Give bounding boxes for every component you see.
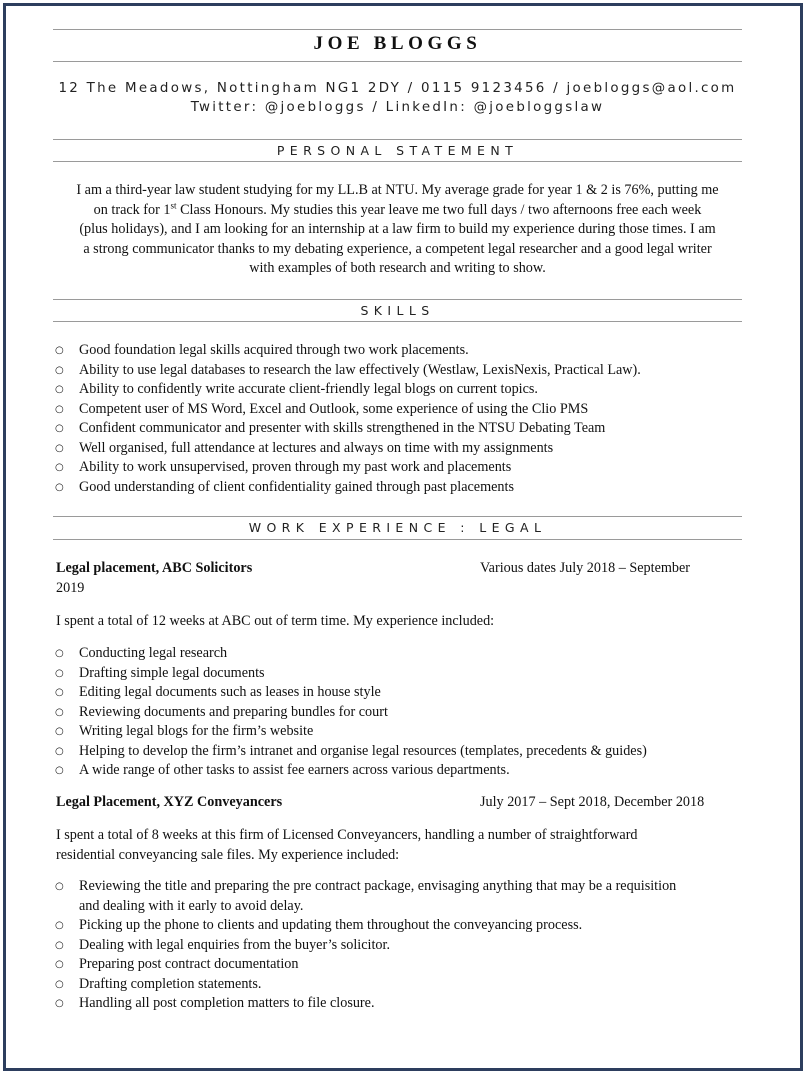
list-item: ○ Well organised, full attendance at lectures and always on time with my assignments [53, 439, 753, 459]
statement-line: a strong communicator thanks to my debating experience, a competent legal researcher and a good legal writer [83, 240, 712, 257]
bullet-icon: ○ [55, 978, 64, 990]
list-item: ○ Preparing post contract documentation [53, 955, 753, 975]
bullet-icon: ○ [55, 687, 64, 698]
list-item: ○ Helping to develop the firm’s intranet and organise legal resources (templates, precedents & guides) [53, 742, 753, 762]
list-item: ○ Handling all post completion matters to file closure. [53, 994, 753, 1014]
list-item: ○ Ability to work unsupervised, proven through my past work and placements [53, 458, 753, 478]
job-title: Legal placement, ABC Solicitors [56, 560, 253, 576]
bullet-icon: ○ [55, 423, 64, 434]
job-intro: I spent a total of 12 weeks at ABC out of term time. My experience included: [56, 613, 495, 629]
list-item: ○ Dealing with legal enquiries from the buyer’s solicitor. [53, 936, 753, 956]
list-item: ○ Editing legal documents such as leases in house style [53, 683, 753, 703]
list-item: ○ Picking up the phone to clients and updating them throughout the conveyancing process. [53, 916, 753, 936]
contact-address: 12 The Meadows, Nottingham NG1 2DY / 0115 9123456 / joebloggs@aol.com [58, 81, 737, 96]
list-item: ○ Competent user of MS Word, Excel and Outlook, some experience of using the Clio PMS [53, 400, 753, 420]
list-item: ○ Reviewing the title and preparing the pre contract package, envisaging anything that may be a requisition and dealing with it early to avoid delay. [55, 878, 677, 914]
job-intro: residential conveyancing sale files. My experience included: [56, 847, 400, 863]
personal-statement-heading: PERSONAL STATEMENT [276, 143, 519, 158]
bullet-icon: ○ [55, 364, 64, 376]
bullet-icon: ○ [55, 726, 64, 737]
bullet-icon: ○ [55, 667, 64, 679]
bullet-icon: ○ [55, 462, 64, 473]
list-item: ○ Conducting legal research [53, 644, 753, 664]
bullet-icon: ○ [55, 765, 64, 776]
bullet-icon: ○ [55, 920, 64, 931]
list-item: ○ Reviewing documents and preparing bundles for court [53, 703, 753, 723]
bullet-icon: ○ [55, 384, 64, 395]
work-experience-heading: WORK EXPERIENCE : LEGAL [248, 520, 547, 535]
bullet-icon: ○ [55, 345, 64, 356]
bullet-icon: ○ [55, 403, 64, 415]
divider [53, 161, 742, 162]
bullet-icon: ○ [55, 881, 64, 892]
statement-line: with examples of both research and writing to show. [249, 260, 546, 276]
bullet-icon: ○ [55, 481, 64, 493]
list-item: ○ Ability to use legal databases to research the law effectively (Westlaw, LexisNexis, Practical Law). [53, 361, 753, 381]
job-duties-list [53, 644, 753, 781]
job-dates: Various dates July 2018 – September [480, 560, 691, 576]
contact-social: Twitter: @joebloggs / LinkedIn: @joebloggslaw [190, 100, 605, 115]
bullet-icon: ○ [55, 939, 64, 951]
job-dates-continued: 2019 [56, 580, 85, 596]
candidate-name: JOE BLOGGS [313, 33, 482, 54]
bullet-icon: ○ [55, 442, 64, 454]
bullet-icon: ○ [55, 745, 64, 757]
list-item: ○ A wide range of other tasks to assist fee earners across various departments. [53, 761, 753, 781]
skills-heading: SKILLS [360, 303, 435, 318]
list-item: ○ Good understanding of client confidentiality gained through past placements [53, 478, 753, 498]
bullet-icon: ○ [55, 998, 64, 1009]
job-title: Legal Placement, XYZ Conveyancers [56, 794, 283, 810]
bullet-icon: ○ [55, 706, 64, 718]
list-item: ○ Ability to confidently write accurate client-friendly legal blogs on current topics. [53, 380, 753, 400]
job-duties-list [53, 877, 753, 1014]
personal-statement-text [53, 181, 742, 279]
superscript: st [170, 199, 177, 210]
job-dates: July 2017 – Sept 2018, December 2018 [480, 794, 705, 810]
divider [53, 539, 742, 540]
divider [53, 29, 742, 30]
divider [53, 516, 742, 517]
divider [53, 61, 742, 62]
list-item: ○ Good foundation legal skills acquired through two work placements. [53, 341, 753, 361]
statement-line: (plus holidays), and I am looking for an internship at a law firm to build my experience during those times. I am [79, 221, 716, 237]
statement-line: I am a third-year law student studying for my LL.B at NTU. My average grade for year 1 & 2 is 76%, putting me [76, 182, 719, 198]
job-intro: I spent a total of 8 weeks at this firm of Licensed Conveyancers, handling a number of straightforward [56, 827, 638, 843]
divider [53, 299, 742, 300]
divider [53, 321, 742, 322]
list-item: ○ Drafting simple legal documents [53, 664, 753, 684]
statement-line: on track for 1st Class Honours. My studies this year leave me two full days / two afternoons free each week [93, 199, 702, 218]
list-item: ○ Confident communicator and presenter with skills strengthened in the NTSU Debating Team [53, 419, 753, 439]
bullet-icon: ○ [55, 959, 64, 970]
divider [53, 139, 742, 140]
list-item: ○ Drafting completion statements. [53, 975, 753, 995]
bullet-icon: ○ [55, 648, 64, 659]
list-item: ○ Writing legal blogs for the firm’s website [53, 722, 753, 742]
skills-list [53, 341, 753, 497]
